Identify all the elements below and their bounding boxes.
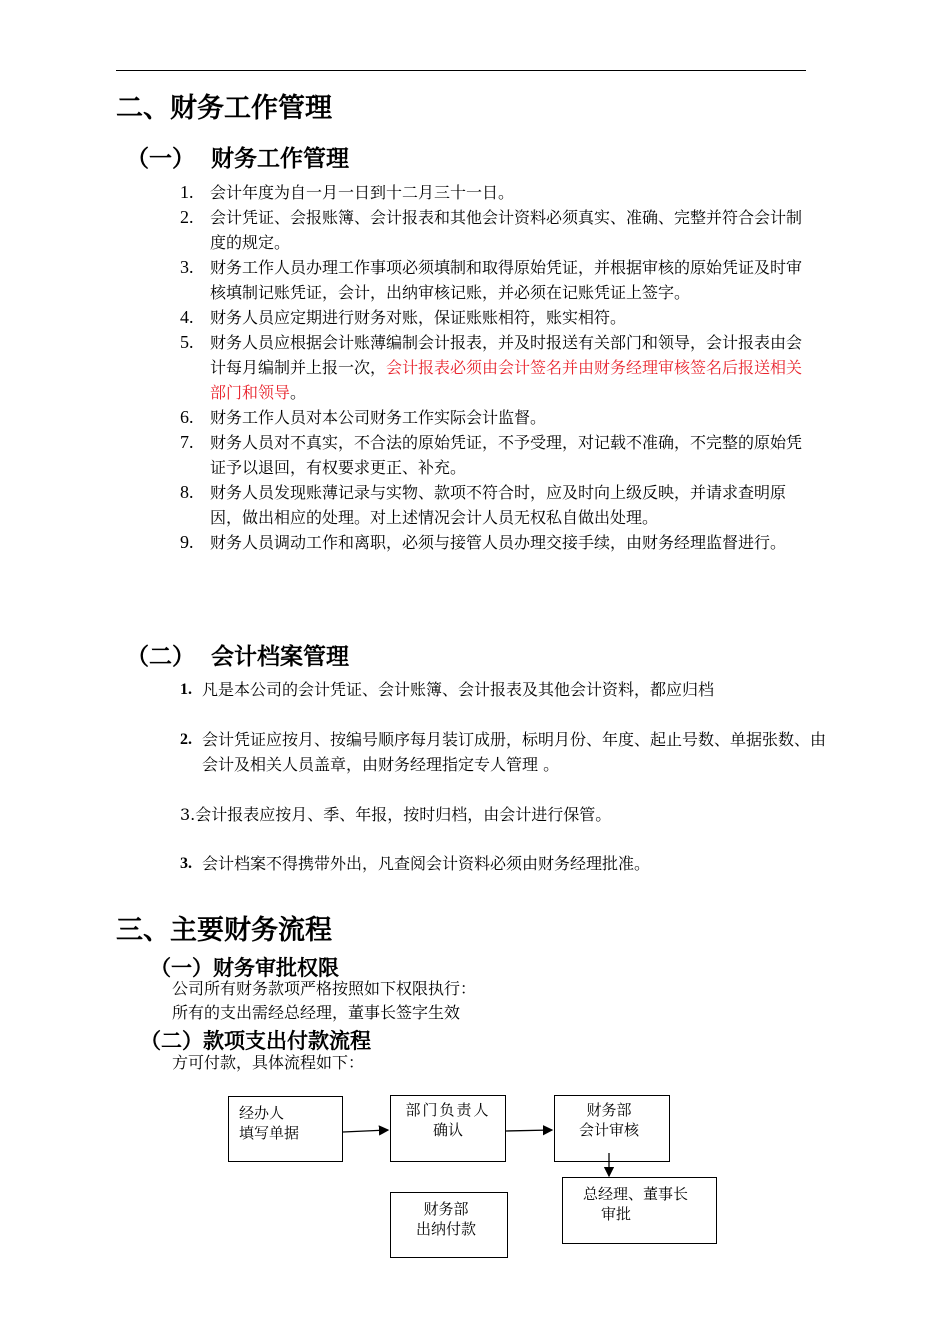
highlighted-requirement: 会计报表必须由会计签名并由财务经理审核签名后报送相关部门和领导 — [210, 358, 803, 402]
payment-flow-intro: 方可付款，具体流程如下： — [172, 1053, 365, 1072]
header-rule — [116, 70, 806, 71]
list-item: 5. 财务人员应根据会计账薄编制会计报表，并及时报送有关部门和领导，会计报表由会计每月编制并上报一次，会计报表必须由会计签名并由财务经理审核签名后报送相关部门和领导。 — [180, 330, 810, 405]
flow-box-applicant: 经办人 填写单据 — [228, 1096, 343, 1162]
list-item: 4. 财务人员应定期进行财务对账，保证账账相符，账实相符。 — [180, 305, 810, 330]
list-item-text: 财务工作人员对本公司财务工作实际会计监督。 — [210, 408, 547, 427]
flow-box-executive-approval: 总经理、董事长 审批 — [562, 1177, 717, 1244]
archive-item-text: 凡是本公司的会计凭证、会计账簿、会计报表及其他会计资料，都应归档 — [202, 680, 715, 699]
list-item-text: 财务人员调动工作和离职，必须与接管人员办理交接手续，由财务经理监督进行。 — [210, 533, 787, 552]
list-item: 8. 财务人员发现账薄记录与实物、款项不符合时，应及时向上级反映，并请求查明原因，做出相应的处理。对上述情况会计人员无权私自做出处理。 — [180, 480, 810, 530]
flow-box-cashier-payment: 财务部 出纳付款 — [390, 1192, 508, 1258]
section-heading-finance-process: 三、主要财务流程 — [116, 915, 332, 946]
archive-item: 3. 会计档案不得携带外出，凡查阅会计资料必须由财务经理批准。 — [180, 854, 651, 873]
archive-item-text: 会计档案不得携带外出，凡查阅会计资料必须由财务经理批准。 — [202, 854, 651, 873]
list-item: 7. 财务人员对不真实，不合法的原始凭证，不予受理，对记载不准确，不完整的原始凭证予以退回，有权要求更正、补充。 — [180, 430, 810, 480]
approval-line-2: 所有的支出需经总经理，董事长签字生效 — [172, 1003, 461, 1022]
flow-box-department-head: 部门负责人 确认 — [390, 1095, 506, 1162]
arrow-right-icon — [506, 1130, 552, 1131]
finance-rules-list — [180, 180, 810, 555]
list-item-text: 财务工作人员办理工作事项必须填制和取得原始凭证，并根据审核的原始凭证及时审核填制记账凭证，会计，出纳审核记账，并必须在记账凭证上签字。 — [210, 258, 803, 302]
section-heading-finance-management: 二、财务工作管理 — [116, 93, 332, 124]
list-item: 2. 会计凭证、会报账簿、会计报表和其他会计资料必须真实、准确、完整并符合会计制度的规定。 — [180, 205, 810, 255]
arrow-right-icon — [343, 1130, 388, 1132]
subheading-approval-authority: （一）财务审批权限 — [150, 956, 339, 980]
list-item-text: 财务人员应根据会计账薄编制会计报表，并及时报送有关部门和领导，会计报表由会计每月编制并上报一次，会计报表必须由会计签名并由财务经理审核签名后报送相关部门和领导。 — [210, 333, 803, 402]
flow-box-accounting-review: 财务部 会计审核 — [554, 1095, 670, 1162]
archive-item: 2. 会计凭证应按月、按编号顺序每月装订成册，标明月份、年度、起止号数、单据张数、由会计及相关人员盖章，由财务经理指定专人管理 。 — [180, 730, 827, 774]
list-item-text: 会计年度为自一月一日到十二月三十一日。 — [210, 183, 515, 202]
list-item-text: 财务人员发现账薄记录与实物、款项不符合时，应及时向上级反映，并请求查明原因，做出相应的处理。对上述情况会计人员无权私自做出处理。 — [210, 483, 787, 527]
archive-item-text: 会计凭证应按月、按编号顺序每月装订成册，标明月份、年度、起止号数、单据张数、由会计及相关人员盖章，由财务经理指定专人管理 。 — [202, 730, 827, 774]
archive-item: 1. 凡是本公司的会计凭证、会计账簿、会计报表及其他会计资料，都应归档 — [180, 680, 715, 699]
archive-item-plain: 3.会计报表应按月、季、年报，按时归档，由会计进行保管。 — [180, 805, 612, 824]
approval-line-1: 公司所有财务款项严格按照如下权限执行： — [172, 979, 477, 998]
list-item-text: 财务人员对不真实，不合法的原始凭证，不予受理，对记载不准确，不完整的原始凭证予以退回，有权要求更正、补充。 — [210, 433, 803, 477]
list-item: 3. 财务工作人员办理工作事项必须填制和取得原始凭证，并根据审核的原始凭证及时审核填制记账凭证，会计，出纳审核记账，并必须在记账凭证上签字。 — [180, 255, 810, 305]
subheading-payment-flow: （二）款项支出付款流程 — [140, 1029, 371, 1053]
list-item: 9. 财务人员调动工作和离职，必须与接管人员办理交接手续，由财务经理监督进行。 — [180, 530, 810, 555]
list-item: 6. 财务工作人员对本公司财务工作实际会计监督。 — [180, 405, 810, 430]
list-item: 1. 会计年度为自一月一日到十二月三十一日。 — [180, 180, 810, 205]
subheading-archive-management: （二） 会计档案管理 — [126, 644, 350, 670]
subheading-finance-work: （一） 财务工作管理 — [126, 146, 350, 172]
list-item-text: 会计凭证、会报账簿、会计报表和其他会计资料必须真实、准确、完整并符合会计制度的规定。 — [210, 208, 803, 252]
list-item-text: 财务人员应定期进行财务对账，保证账账相符，账实相符。 — [210, 308, 627, 327]
